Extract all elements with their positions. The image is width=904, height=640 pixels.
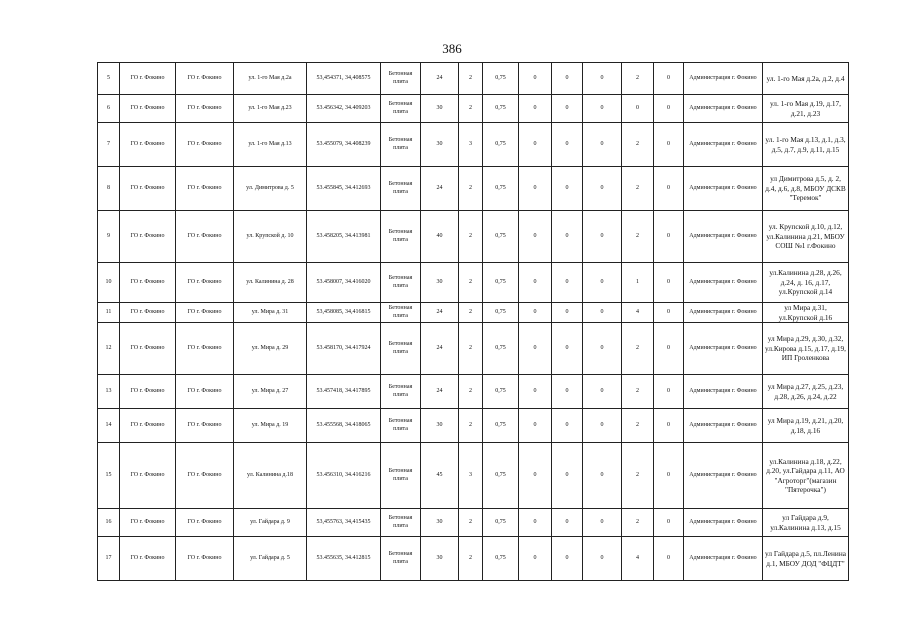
district-cell: ГО г. Фокино — [120, 409, 176, 443]
surface-cell: Бетонная плита — [381, 375, 421, 409]
count-cell: 0 — [552, 323, 583, 375]
row-number-cell: 9 — [98, 211, 120, 263]
volume-cell: 0,75 — [483, 167, 519, 211]
count-cell: 0 — [654, 211, 684, 263]
settlement-cell: ГО г. Фокино — [176, 509, 234, 537]
sources-cell: ул Гайдара д.9, ул.Калинина д.13, д.15 — [763, 509, 849, 537]
containers-cell: 2 — [459, 375, 483, 409]
coordinates-cell: 53.458007, 34.416020 — [307, 263, 381, 303]
volume-cell: 0,75 — [483, 63, 519, 95]
count-cell: 2 — [622, 323, 654, 375]
district-cell: ГО г. Фокино — [120, 509, 176, 537]
count-cell: 0 — [583, 63, 622, 95]
street-cell: ул. Димитрова д. 5 — [234, 167, 307, 211]
coordinates-cell: 53.458170, 34.417924 — [307, 323, 381, 375]
volume-cell: 0,75 — [483, 509, 519, 537]
street-cell: ул. 1-го Мая д.2а — [234, 63, 307, 95]
containers-cell: 2 — [459, 167, 483, 211]
count-cell: 0 — [519, 303, 552, 323]
settlement-cell: ГО г. Фокино — [176, 211, 234, 263]
area-cell: 30 — [421, 263, 459, 303]
coordinates-cell: 53.456310, 34.416216 — [307, 443, 381, 509]
surface-cell: Бетонная плита — [381, 95, 421, 123]
area-cell: 40 — [421, 211, 459, 263]
area-cell: 30 — [421, 537, 459, 581]
count-cell: 0 — [519, 63, 552, 95]
volume-cell: 0,75 — [483, 95, 519, 123]
count-cell: 0 — [654, 323, 684, 375]
surface-cell: Бетонная плита — [381, 167, 421, 211]
table-row — [98, 443, 849, 509]
sources-cell: ул. 1-го Мая д.2а, д.2, д.4 — [763, 63, 849, 95]
count-cell: 0 — [583, 323, 622, 375]
count-cell: 2 — [622, 63, 654, 95]
count-cell: 0 — [552, 95, 583, 123]
area-cell: 30 — [421, 409, 459, 443]
coordinates-cell: 53.456342, 34.409203 — [307, 95, 381, 123]
count-cell: 0 — [654, 375, 684, 409]
volume-cell: 0,75 — [483, 263, 519, 303]
count-cell: 0 — [583, 537, 622, 581]
area-cell: 24 — [421, 63, 459, 95]
district-cell: ГО г. Фокино — [120, 95, 176, 123]
table-row — [98, 123, 849, 167]
owner-cell: Администрация г. Фокино — [684, 95, 763, 123]
street-cell: ул. Мира д. 27 — [234, 375, 307, 409]
row-number-cell: 15 — [98, 443, 120, 509]
sources-cell: ул Мира д.19, д.21, д.20, д.18, д.16 — [763, 409, 849, 443]
surface-cell: Бетонная плита — [381, 63, 421, 95]
owner-cell: Администрация г. Фокино — [684, 211, 763, 263]
owner-cell: Администрация г. Фокино — [684, 443, 763, 509]
area-cell: 30 — [421, 123, 459, 167]
street-cell: ул. Мира д. 19 — [234, 409, 307, 443]
count-cell: 0 — [552, 123, 583, 167]
count-cell: 0 — [552, 263, 583, 303]
count-cell: 0 — [583, 167, 622, 211]
row-number-cell: 10 — [98, 263, 120, 303]
count-cell: 0 — [519, 409, 552, 443]
count-cell: 0 — [654, 509, 684, 537]
coordinates-cell: 53.455568, 34.418065 — [307, 409, 381, 443]
count-cell: 0 — [583, 211, 622, 263]
surface-cell: Бетонная плита — [381, 323, 421, 375]
settlement-cell: ГО г. Фокино — [176, 303, 234, 323]
district-cell: ГО г. Фокино — [120, 323, 176, 375]
count-cell: 0 — [583, 123, 622, 167]
district-cell: ГО г. Фокино — [120, 537, 176, 581]
volume-cell: 0,75 — [483, 375, 519, 409]
sources-cell: ул Мира д.27, д.25, д.23, д.28, д.26, д.24, д.22 — [763, 375, 849, 409]
table-body — [98, 63, 849, 581]
coordinates-cell: 53.458205, 34.413981 — [307, 211, 381, 263]
surface-cell: Бетонная плита — [381, 443, 421, 509]
settlement-cell: ГО г. Фокино — [176, 63, 234, 95]
owner-cell: Администрация г. Фокино — [684, 303, 763, 323]
count-cell: 2 — [622, 443, 654, 509]
count-cell: 0 — [552, 375, 583, 409]
surface-cell: Бетонная плита — [381, 409, 421, 443]
containers-cell: 2 — [459, 303, 483, 323]
count-cell: 0 — [654, 63, 684, 95]
volume-cell: 0,75 — [483, 211, 519, 263]
waste-sites-table — [97, 62, 849, 581]
surface-cell: Бетонная плита — [381, 303, 421, 323]
count-cell: 2 — [622, 211, 654, 263]
count-cell: 0 — [583, 263, 622, 303]
containers-cell: 3 — [459, 443, 483, 509]
street-cell: ул. Мира д. 31 — [234, 303, 307, 323]
table-row — [98, 509, 849, 537]
district-cell: ГО г. Фокино — [120, 303, 176, 323]
coordinates-cell: 53,458085, 34,416815 — [307, 303, 381, 323]
row-number-cell: 11 — [98, 303, 120, 323]
table-row — [98, 211, 849, 263]
owner-cell: Администрация г. Фокино — [684, 323, 763, 375]
street-cell: ул. Калинина д. 28 — [234, 263, 307, 303]
settlement-cell: ГО г. Фокино — [176, 123, 234, 167]
table-row — [98, 263, 849, 303]
table-row — [98, 63, 849, 95]
settlement-cell: ГО г. Фокино — [176, 375, 234, 409]
row-number-cell: 6 — [98, 95, 120, 123]
district-cell: ГО г. Фокино — [120, 263, 176, 303]
owner-cell: Администрация г. Фокино — [684, 537, 763, 581]
count-cell: 0 — [583, 375, 622, 409]
count-cell: 0 — [519, 263, 552, 303]
table-row — [98, 303, 849, 323]
count-cell: 0 — [654, 95, 684, 123]
row-number-cell: 12 — [98, 323, 120, 375]
sources-cell: ул.Калинина д.18, д.22, д.20, ул.Гайдара д.11, АО "Агроторг"(магазин "Пятерочка") — [763, 443, 849, 509]
count-cell: 0 — [552, 63, 583, 95]
sources-cell: ул Мира д.31, ул.Крупской д.16 — [763, 303, 849, 323]
containers-cell: 2 — [459, 509, 483, 537]
count-cell: 0 — [654, 409, 684, 443]
count-cell: 0 — [654, 537, 684, 581]
area-cell: 24 — [421, 323, 459, 375]
count-cell: 2 — [622, 375, 654, 409]
table-row — [98, 167, 849, 211]
count-cell: 0 — [552, 537, 583, 581]
volume-cell: 0,75 — [483, 323, 519, 375]
row-number-cell: 14 — [98, 409, 120, 443]
page-number: 386 — [442, 41, 462, 56]
sources-cell: ул Димитрова д.5, д. 2, д.4, д.6, д.8, МБОУ ДСКВ "Теремок" — [763, 167, 849, 211]
row-number-cell: 17 — [98, 537, 120, 581]
count-cell: 2 — [622, 409, 654, 443]
count-cell: 2 — [622, 123, 654, 167]
coordinates-cell: 53,455763, 34,415435 — [307, 509, 381, 537]
row-number-cell: 16 — [98, 509, 120, 537]
count-cell: 0 — [654, 123, 684, 167]
count-cell: 0 — [654, 303, 684, 323]
containers-cell: 2 — [459, 263, 483, 303]
count-cell: 0 — [519, 323, 552, 375]
settlement-cell: ГО г. Фокино — [176, 409, 234, 443]
count-cell: 0 — [519, 167, 552, 211]
sources-cell: ул. Крупской д.10, д.12, ул.Калинина д.21, МБОУ СОШ №1 г.Фокино — [763, 211, 849, 263]
coordinates-cell: 53.455079, 34.408239 — [307, 123, 381, 167]
sources-cell: ул. 1-го Мая д.13, д.1, д.3, д.5, д.7, д.9, д.11, д.15 — [763, 123, 849, 167]
volume-cell: 0,75 — [483, 409, 519, 443]
count-cell: 0 — [552, 167, 583, 211]
count-cell: 0 — [519, 443, 552, 509]
count-cell: 0 — [654, 443, 684, 509]
settlement-cell: ГО г. Фокино — [176, 167, 234, 211]
sources-cell: ул. 1-го Мая д.19, д.17, д.21, д.23 — [763, 95, 849, 123]
street-cell: ул. Крупской д. 10 — [234, 211, 307, 263]
table-row — [98, 375, 849, 409]
count-cell: 0 — [552, 303, 583, 323]
street-cell: ул. 1-го Мая д.13 — [234, 123, 307, 167]
owner-cell: Администрация г. Фокино — [684, 409, 763, 443]
district-cell: ГО г. Фокино — [120, 167, 176, 211]
count-cell: 1 — [622, 263, 654, 303]
count-cell: 0 — [583, 409, 622, 443]
containers-cell: 2 — [459, 95, 483, 123]
district-cell: ГО г. Фокино — [120, 375, 176, 409]
settlement-cell: ГО г. Фокино — [176, 443, 234, 509]
count-cell: 0 — [519, 123, 552, 167]
count-cell: 0 — [519, 211, 552, 263]
owner-cell: Администрация г. Фокино — [684, 123, 763, 167]
count-cell: 0 — [583, 443, 622, 509]
table-row — [98, 95, 849, 123]
area-cell: 24 — [421, 375, 459, 409]
row-number-cell: 5 — [98, 63, 120, 95]
containers-cell: 2 — [459, 409, 483, 443]
surface-cell: Бетонная плита — [381, 211, 421, 263]
district-cell: ГО г. Фокино — [120, 123, 176, 167]
count-cell: 0 — [552, 409, 583, 443]
count-cell: 2 — [622, 509, 654, 537]
street-cell: ул. Мира д. 29 — [234, 323, 307, 375]
count-cell: 0 — [583, 303, 622, 323]
street-cell: ул. Гайдара д. 5 — [234, 537, 307, 581]
count-cell: 0 — [519, 509, 552, 537]
table-row — [98, 537, 849, 581]
volume-cell: 0,75 — [483, 537, 519, 581]
area-cell: 30 — [421, 95, 459, 123]
coordinates-cell: 53.455635, 34.412815 — [307, 537, 381, 581]
sources-cell: ул.Калинина д.28, д.26, д.24, д. 16, д.17, ул.Крупской д.14 — [763, 263, 849, 303]
settlement-cell: ГО г. Фокино — [176, 263, 234, 303]
settlement-cell: ГО г. Фокино — [176, 323, 234, 375]
count-cell: 0 — [622, 95, 654, 123]
street-cell: ул. 1-го Мая д.23 — [234, 95, 307, 123]
coordinates-cell: 53.455845, 34.412693 — [307, 167, 381, 211]
sources-cell: ул Гайдара д.5, пл.Ленина д.1, МБОУ ДОД "ФЦДТ" — [763, 537, 849, 581]
count-cell: 0 — [552, 211, 583, 263]
coordinates-cell: 53.457418, 34.417895 — [307, 375, 381, 409]
count-cell: 0 — [552, 509, 583, 537]
area-cell: 30 — [421, 509, 459, 537]
owner-cell: Администрация г. Фокино — [684, 63, 763, 95]
area-cell: 45 — [421, 443, 459, 509]
owner-cell: Администрация г. Фокино — [684, 167, 763, 211]
volume-cell: 0,75 — [483, 123, 519, 167]
surface-cell: Бетонная плита — [381, 123, 421, 167]
volume-cell: 0,75 — [483, 443, 519, 509]
row-number-cell: 13 — [98, 375, 120, 409]
settlement-cell: ГО г. Фокино — [176, 95, 234, 123]
count-cell: 4 — [622, 303, 654, 323]
street-cell: ул. Калинина д.18 — [234, 443, 307, 509]
count-cell: 0 — [519, 375, 552, 409]
district-cell: ГО г. Фокино — [120, 63, 176, 95]
owner-cell: Администрация г. Фокино — [684, 263, 763, 303]
surface-cell: Бетонная плита — [381, 537, 421, 581]
containers-cell: 2 — [459, 211, 483, 263]
owner-cell: Администрация г. Фокино — [684, 375, 763, 409]
owner-cell: Администрация г. Фокино — [684, 509, 763, 537]
street-cell: ул. Гайдара д. 9 — [234, 509, 307, 537]
sources-cell: ул Мира д.29, д.30, д.32, ул.Кирова д.15, д.17, д.19, ИП Гроленкова — [763, 323, 849, 375]
containers-cell: 3 — [459, 123, 483, 167]
count-cell: 4 — [622, 537, 654, 581]
count-cell: 0 — [654, 167, 684, 211]
containers-cell: 2 — [459, 323, 483, 375]
district-cell: ГО г. Фокино — [120, 211, 176, 263]
row-number-cell: 8 — [98, 167, 120, 211]
volume-cell: 0,75 — [483, 303, 519, 323]
row-number-cell: 7 — [98, 123, 120, 167]
count-cell: 0 — [519, 537, 552, 581]
count-cell: 0 — [583, 95, 622, 123]
count-cell: 0 — [552, 443, 583, 509]
table-row — [98, 323, 849, 375]
settlement-cell: ГО г. Фокино — [176, 537, 234, 581]
table-row — [98, 409, 849, 443]
surface-cell: Бетонная плита — [381, 509, 421, 537]
count-cell: 0 — [519, 95, 552, 123]
district-cell: ГО г. Фокино — [120, 443, 176, 509]
count-cell: 0 — [654, 263, 684, 303]
count-cell: 2 — [622, 167, 654, 211]
surface-cell: Бетонная плита — [381, 263, 421, 303]
containers-cell: 2 — [459, 63, 483, 95]
containers-cell: 2 — [459, 537, 483, 581]
area-cell: 24 — [421, 167, 459, 211]
count-cell: 0 — [583, 509, 622, 537]
coordinates-cell: 53,454371, 34,408575 — [307, 63, 381, 95]
area-cell: 24 — [421, 303, 459, 323]
